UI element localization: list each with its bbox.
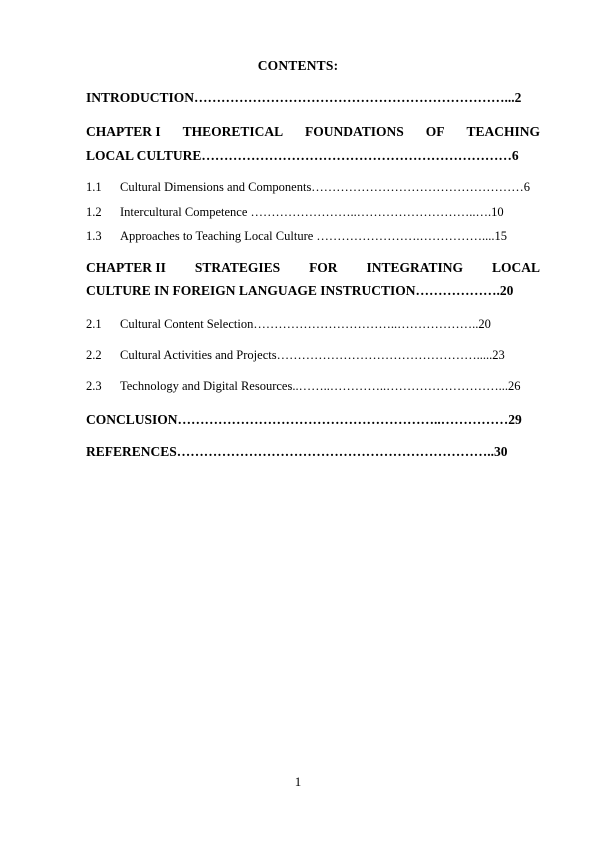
toc-chapter1-word: OF	[425, 124, 445, 139]
toc-chapter2-word: INTEGRATING	[366, 260, 464, 275]
toc-item-text: Intercultural Competence ……………………..………………………..….10	[120, 205, 504, 219]
toc-chapter1-word: CHAPTER I	[86, 124, 161, 139]
toc-item-text: Cultural Activities and Projects………………………………………….....23	[120, 348, 505, 362]
toc-chapter2-line2: CULTURE IN FOREIGN LANGUAGE INSTRUCTION……………….20	[86, 283, 514, 298]
toc-item-number: 2.3	[86, 379, 102, 393]
toc-item-2-1	[86, 317, 540, 332]
toc-chapter1-word: TEACHING	[466, 124, 540, 139]
toc-item-text: Approaches to Teaching Local Culture …………………….……………....15	[120, 229, 508, 243]
page-number: 1	[294, 774, 302, 789]
toc-chapter1-line2: LOCAL CULTURE……………………………………………………………6	[86, 148, 519, 163]
toc-item-text: Cultural Dimensions and Components……………………………………………6	[120, 180, 531, 194]
toc-item-number: 1.2	[86, 205, 102, 219]
toc-chapter1-word: THEORETICAL	[182, 124, 284, 139]
toc-chapter2-word: LOCAL	[491, 260, 540, 275]
toc-chapter1-word: FOUNDATIONS	[305, 124, 404, 139]
toc-introduction: INTRODUCTION……………………………………………………………...2	[86, 90, 522, 105]
toc-item-number: 2.1	[86, 317, 102, 331]
toc-item-text: Technology and Digital Resources..……..…………..………………………...26	[120, 379, 521, 393]
toc-item-2-2	[86, 348, 540, 363]
toc-chapter2-word: CHAPTER II	[86, 260, 166, 275]
toc-chapter1-line1	[86, 124, 540, 140]
toc-item-2-3	[86, 379, 540, 394]
toc-item-1-2	[86, 205, 540, 220]
toc-item-number: 1.1	[86, 180, 102, 194]
toc-references: REFERENCES……………………………………………………………..30	[86, 444, 508, 459]
toc-conclusion: CONCLUSION…………………………………………………..……………29	[86, 412, 522, 427]
toc-item-1-3	[86, 229, 540, 244]
toc-item-text: Cultural Content Selection……………………………..………………..20	[120, 317, 491, 331]
toc-chapter2-word: FOR	[309, 260, 338, 275]
toc-item-number: 2.2	[86, 348, 102, 362]
toc-chapter2-line1	[86, 260, 540, 276]
toc-item-number: 1.3	[86, 229, 102, 243]
toc-chapter2-word: STRATEGIES	[194, 260, 281, 275]
contents-title: CONTENTS:	[257, 58, 339, 73]
toc-item-1-1	[86, 180, 540, 195]
